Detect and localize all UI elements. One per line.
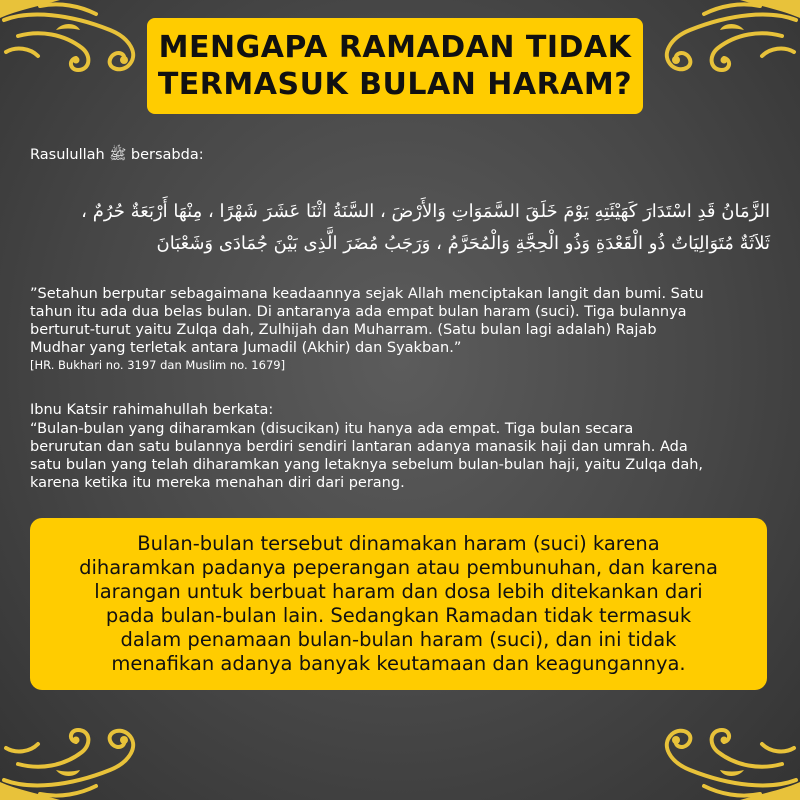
salallahu-alaihi-wasallam-icon: ﷺ <box>109 147 127 163</box>
corner-ornament-top-right <box>650 0 800 100</box>
gold-flourish-icon <box>650 0 800 100</box>
corner-ornament-top-left <box>0 0 150 100</box>
arabic-hadith <box>30 196 770 260</box>
corner-ornament-bottom-right <box>650 700 800 800</box>
katsir-intro: Ibnu Katsir rahimahullah berkata: <box>30 402 274 418</box>
gold-flourish-icon <box>650 700 800 800</box>
title-line-1: MENGAPA RAMADAN TIDAK <box>158 30 632 65</box>
hadith-reference: [HR. Bukhari no. 3197 dan Muslim no. 1679] <box>30 358 286 372</box>
title-banner <box>147 18 643 114</box>
gold-flourish-icon <box>0 700 150 800</box>
arabic-line-2: ثَلاَثَةٌ مُتَوَالِيَاتٌ ذُو الْقَعْدَةِ وَذُو الْحِجَّةِ وَالْمُحَرَّمُ ، وَرَجَبُ مُضَرَ الَّذِى بَيْنَ جُمَادَى وَشَعْبَانَ <box>156 233 770 254</box>
summary-text: Bulan-bulan tersebut dinamakan haram (suci) karena diharamkan padanya peperangan atau pembunuhan, dan karena larangan untuk berbuat haram dan dosa lebih ditekankan dari pada bulan-bulan lain. Sedangkan Ramadan tidak termasuk dalam penamaan bulan-bulan haram (suci), dan ini tidak menafikan adanya banyak keutamaan dan keagungannya. <box>79 532 718 675</box>
hadith-intro <box>30 146 204 166</box>
gold-flourish-icon <box>0 0 150 100</box>
summary-box <box>30 518 767 690</box>
intro-name: Rasulullah <box>30 147 105 163</box>
corner-ornament-bottom-left <box>0 700 150 800</box>
hadith-translation: ”Setahun berputar sebagaimana keadaannya sejak Allah menciptakan langit dan bumi. Satu tahun itu ada dua belas bulan. Di antaranya ada empat bulan haram (suci). Tiga bulannya berturut-turut yaitu Zulqa dah, Zulhijah dan Muharram. (Satu bulan lagi adalah) Rajab Mudhar yang terletak antara Jumadil (Akhir) dan Syakban.” <box>30 286 704 356</box>
intro-verb: bersabda: <box>130 147 204 163</box>
katsir-quote: “Bulan-bulan yang diharamkan (disucikan) itu hanya ada empat. Tiga bulan secara berurutan dan satu bulannya berdiri sendiri lantaran adanya manasik haji dan umrah. Ada satu bulan yang telah diharamkan yang letaknya sebelum bulan-bulan haji, yaitu Zulqa dah, karena ketika itu mereka menahan diri dari perang. <box>30 421 704 491</box>
arabic-line-1: الزَّمَانُ قَدِ اسْتَدَارَ كَهَيْئَتِهِ يَوْمَ خَلَقَ السَّمَوَاتِ وَالأَرْضَ ، السَّنَةُ اثْنَا عَشَرَ شَهْرًا ، مِنْهَا أَرْبَعَةٌ حُرُمٌ ، <box>81 201 770 222</box>
title-line-2: TERMASUK BULAN HARAM? <box>157 67 633 102</box>
